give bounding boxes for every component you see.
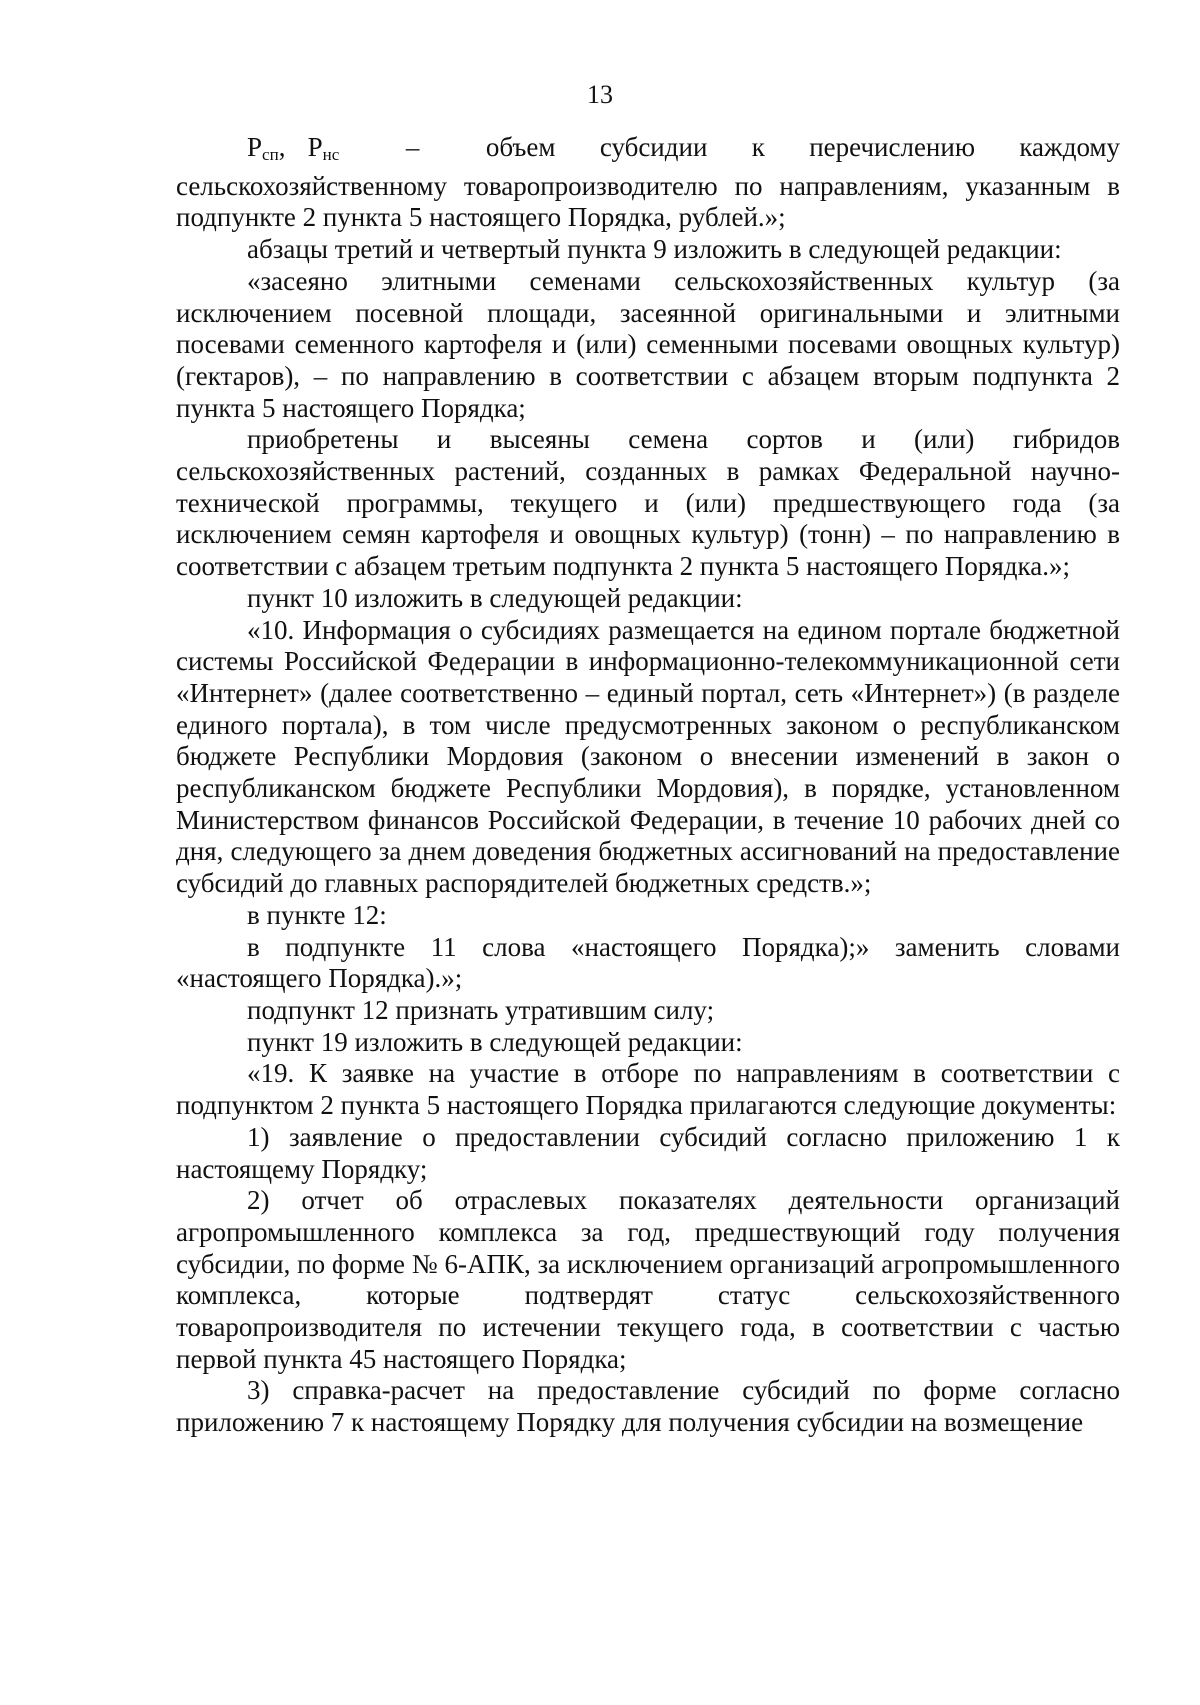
formula-separator: , bbox=[278, 132, 308, 162]
page-number: 13 bbox=[587, 80, 613, 109]
paragraph-9: пункт 19 изложить в следующей редакции: bbox=[247, 1026, 743, 1057]
formula-symbol-p-ns: Р bbox=[307, 132, 323, 162]
paragraph-4: пункт 10 изложить в следующей редакции: bbox=[247, 582, 743, 613]
paragraph-2: «засеяно элитными семенами сельскохозяйственных культур (за исключением посевной площади, засеянной оригинальными и элитными посевами семенного картофеля и (или) семенными посевами овощных культур) (гектаров), – по направлению в соответствии с абзацем вторым подпункта 2 пункта 5 настоящего Порядка; bbox=[176, 265, 1120, 423]
paragraph-6: в пункте 12: bbox=[247, 899, 387, 930]
paragraph-11: 1) заявление о предоставлении субсидий согласно приложению 1 к настоящему Порядку; bbox=[176, 1121, 1120, 1184]
paragraph-3: приобретены и высеяны семена сортов и (или) гибридов сельскохозяйственных растений, созданных в рамках Федеральной научно-технической программы, текущего и (или) предшествующего года (за исключением семян картофеля и овощных культур) (тонн) – по направлению в соответствии с абзацем третьим подпункта 2 пункта 5 настоящего Порядка.»; bbox=[176, 424, 1120, 582]
paragraph-5: «10. Информация о субсидиях размещается на едином портале бюджетной системы Российской Федерации в информационно-телекоммуникационной сети «Интернет» (далее соответственно – единый портал, сеть «Интернет») (в разделе единого портала), в том числе предусмотренных законом о республиканском бюджете Республики Мордовия (законом о внесении изменений в закон о республиканском бюджете Республики Мордовия), в порядке, установленном Министерством финансов Российской Федерации, в течение 10 рабочих дней со дня, следующего за днем доведения бюджетных ассигнований на предоставление субсидий до главных распорядителей бюджетных средств.»; bbox=[176, 614, 1120, 899]
formula-definition-text: – объем субсидии к перечислению каждому сельскохозяйственному товаропроизводителю по направлениям, указанным в подпункте 2 пункта 5 настоящего Порядка, рублей.»; bbox=[176, 132, 1121, 233]
paragraph-10: «19. К заявке на участие в отборе по направлениям в соответствии с подпунктом 2 пункта 5 настоящего Порядка прилагаются следующие документы: bbox=[176, 1058, 1120, 1121]
formula-subscript-sp: сп bbox=[262, 145, 279, 164]
formula-definition-paragraph bbox=[176, 132, 1120, 234]
paragraph-7: в подпункте 11 слова «настоящего Порядка);» заменить словами «настоящего Порядка).»; bbox=[176, 931, 1120, 994]
document-body bbox=[176, 132, 1120, 1439]
paragraph-12: 2) отчет об отраслевых показателях деятельности организаций агропромышленного комплекса за год, предшествующий году получения субсидии, по форме № 6-АПК, за исключением организаций агропромышленного комплекса, которые подтвердят статус сельскохозяйственного товаропроизводителя по истечении текущего года, в соответствии с частью первой пункта 45 настоящего Порядка; bbox=[176, 1185, 1120, 1374]
formula-subscript-ns: нс bbox=[322, 145, 340, 164]
paragraph-1: абзацы третий и четвертый пункта 9 изложить в следующей редакции: bbox=[247, 234, 1062, 265]
formula-symbol-p-sp: Р bbox=[247, 132, 263, 162]
paragraph-8: подпункт 12 признать утратившим силу; bbox=[247, 994, 715, 1025]
paragraph-13: 3) справка-расчет на предоставление субсидий по форме согласно приложению 7 к настоящему Порядку для получения субсидии на возмещение bbox=[176, 1375, 1120, 1438]
